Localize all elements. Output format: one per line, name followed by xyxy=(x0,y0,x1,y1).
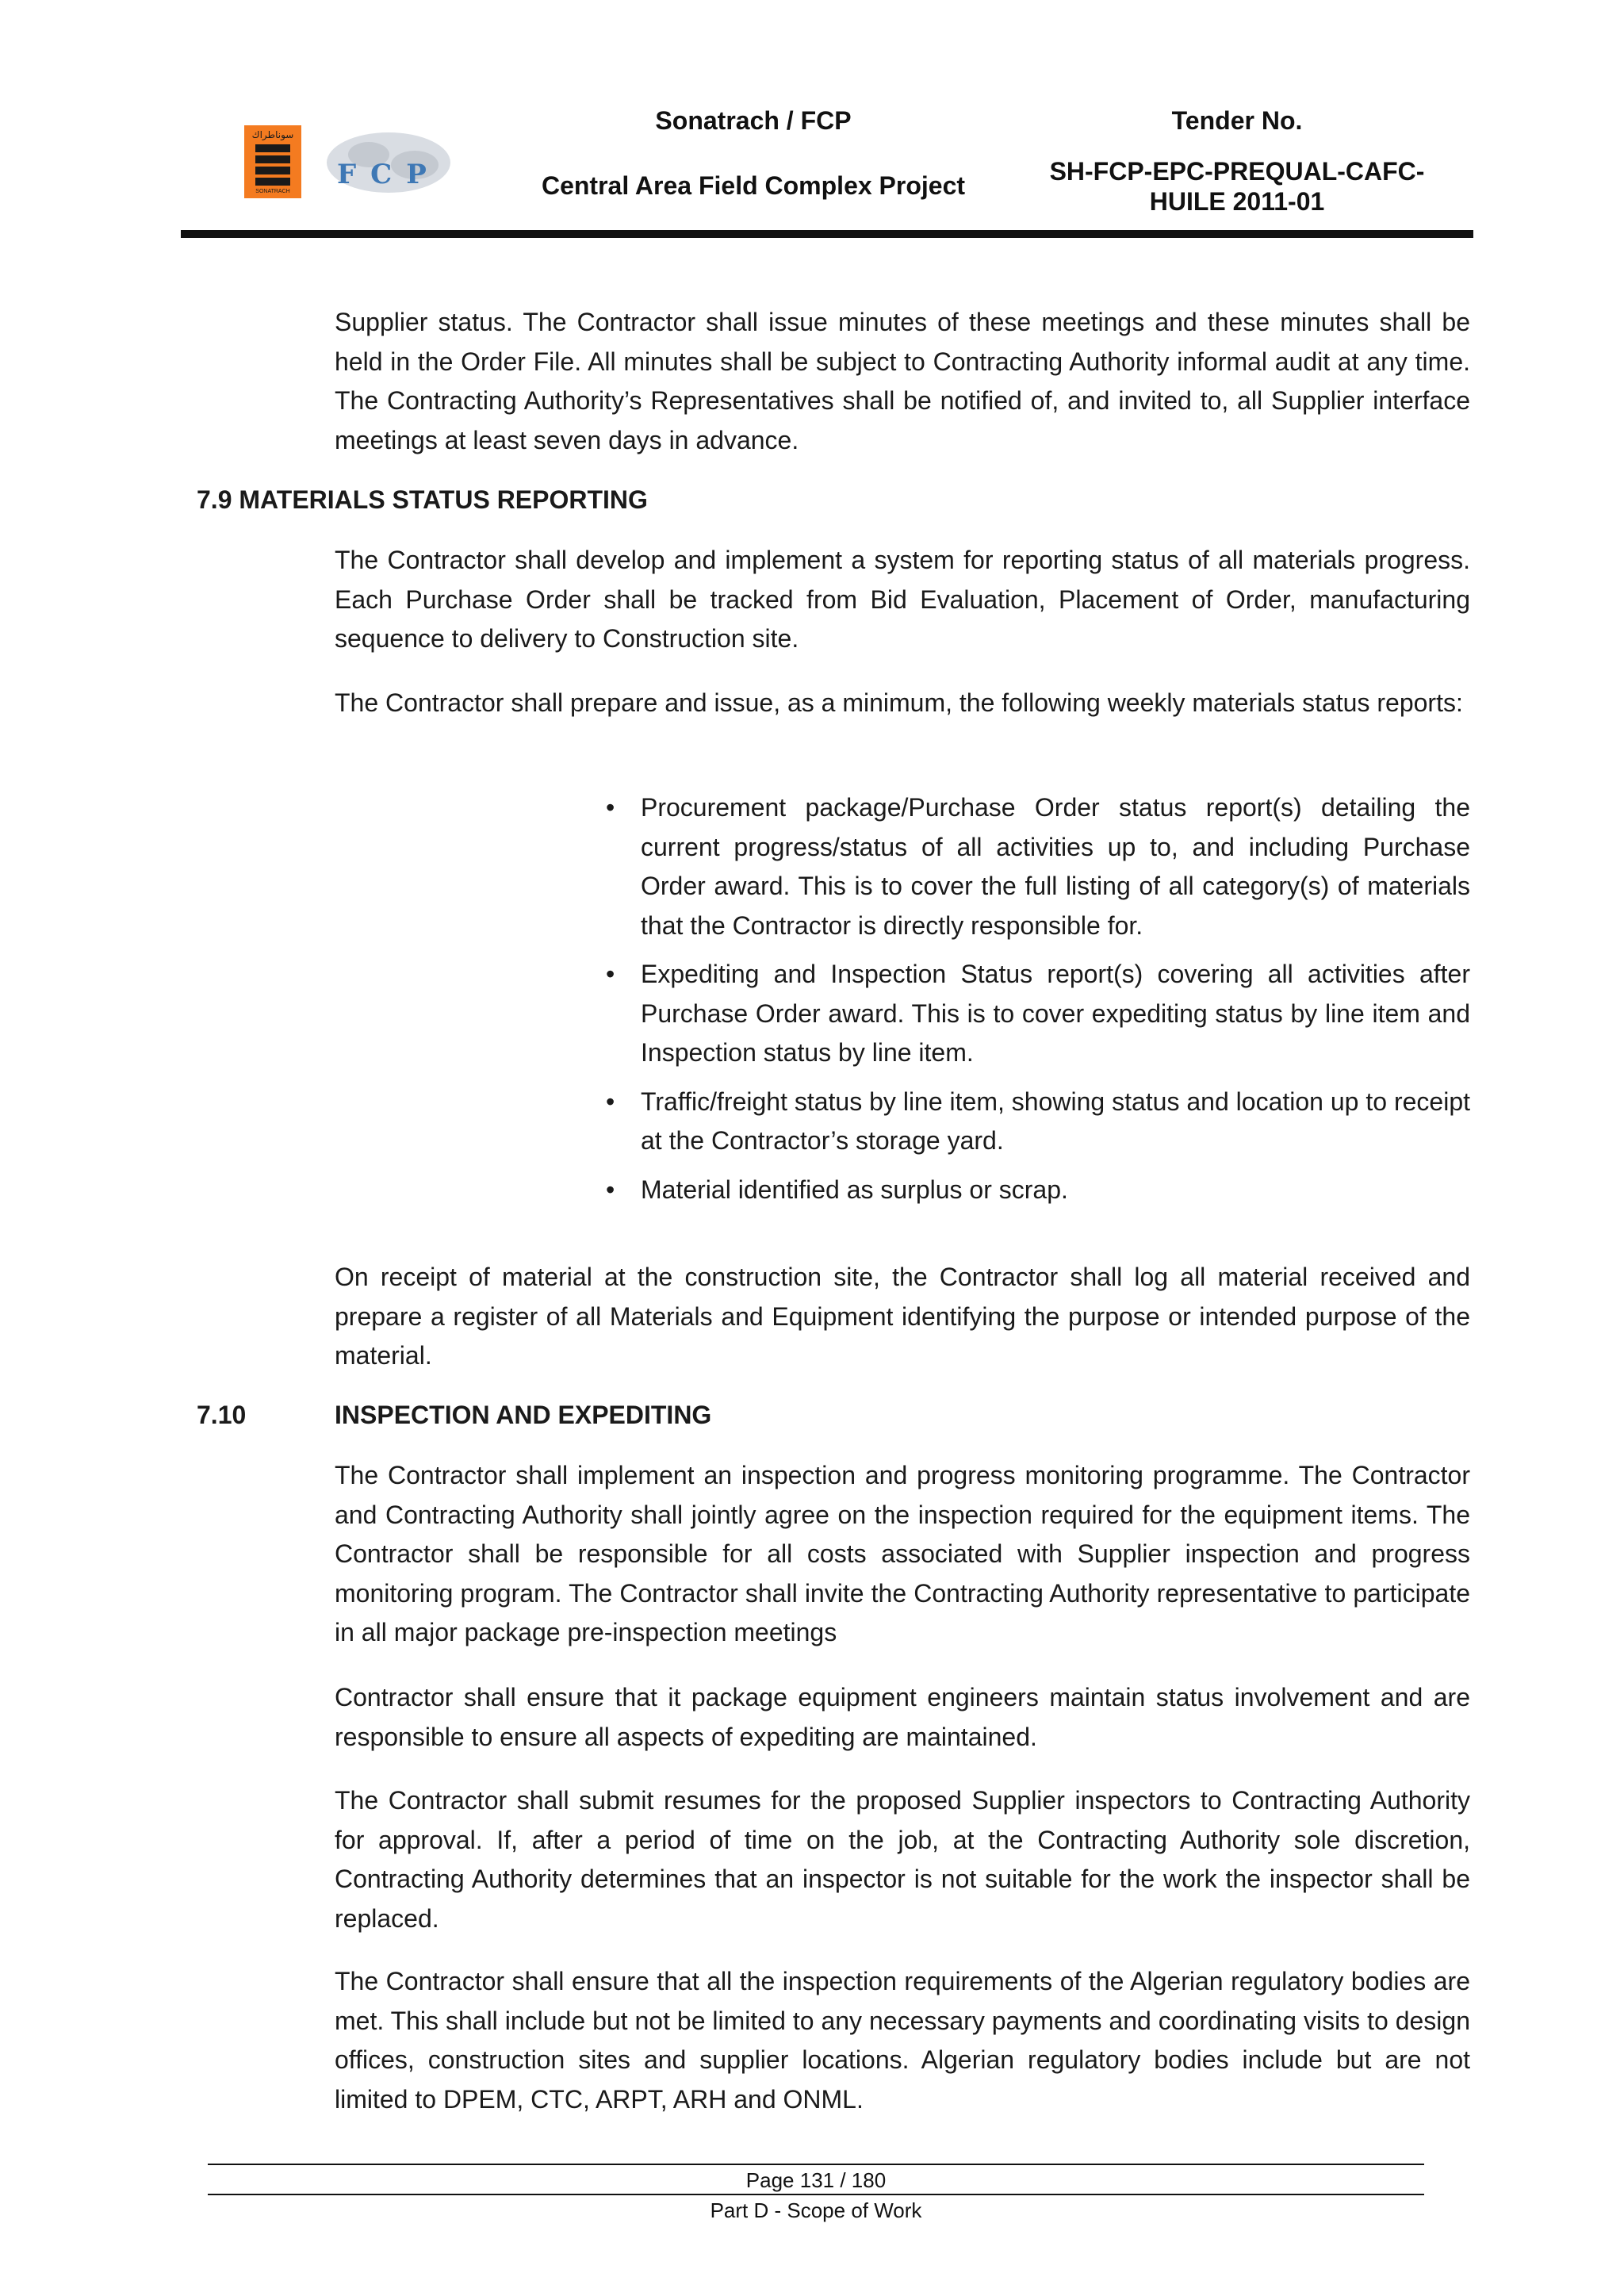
fcp-logo xyxy=(321,127,456,206)
header-tender-label: Tender No. xyxy=(1171,106,1303,135)
section-7-10-para1: The Contractor shall implement an inspection and progress monitoring programme. The Contractor and Contracting Authority shall jointly agree on the inspection required for the equipment items. The Contractor shall be responsible for all costs associated with Supplier inspection and progress monitoring program. The Contractor shall invite the Contracting Authority representative to participate in all major package pre-inspection meetings xyxy=(335,1461,1470,1646)
bullet-icon: • xyxy=(606,1175,615,1204)
header-tender-number-line2: HUILE 2011-01 xyxy=(1149,187,1325,216)
header-company: Sonatrach / FCP xyxy=(655,106,852,135)
bullet-icon: • xyxy=(606,793,615,822)
reports-bullet-list xyxy=(606,788,1470,1219)
footer-rule-bottom xyxy=(208,2194,1424,2195)
header-rule xyxy=(181,230,1473,238)
header-tender-number-line1: SH-FCP-EPC-PREQUAL-CAFC- xyxy=(1049,157,1425,186)
fcp-letter-c: C xyxy=(370,159,407,190)
section-7-10-para3: The Contractor shall submit resumes for the proposed Supplier inspectors to Contracting Authority for approval. If, after a period of time on the job, at the Contracting Authority sole discretion, Contracting Authority determines that an inspector is not suitable for the work the inspector shall be replaced. xyxy=(335,1786,1470,1933)
svg-text:سوناطراك: سوناطراك xyxy=(251,129,294,140)
section-7-10-title: INSPECTION AND EXPEDITING xyxy=(335,1401,712,1429)
bullet-text: Traffic/freight status by line item, showing status and location up to receipt at the Contractor’s storage yard. xyxy=(641,1087,1470,1155)
footer-rule-top xyxy=(208,2164,1424,2165)
sonatrach-logo-text: SONATRACH xyxy=(255,189,290,194)
section-7-10-para2: Contractor shall ensure that it package equipment engineers maintain status involvement and are responsible to ensure all aspects of expediting are maintained. xyxy=(335,1683,1470,1751)
fcp-letter-p: P xyxy=(406,159,441,190)
bullet-icon: • xyxy=(606,1087,615,1116)
footer-part: Part D - Scope of Work xyxy=(710,2198,922,2222)
section-7-9-para3: On receipt of material at the construction site, the Contractor shall log all material received and prepare a register of all Materials and Equipment identifying the purpose or intended purpose of the material. xyxy=(335,1263,1470,1370)
list-item xyxy=(606,1083,1470,1161)
footer-page-number: Page 131 / 180 xyxy=(745,2168,887,2192)
bullet-icon: • xyxy=(606,960,615,988)
bullet-text: Expediting and Inspection Status report(s) covering all activities after Purchase Order award. This is to cover expediting status by line item and Inspection status by line item. xyxy=(641,960,1470,1067)
header-project: Central Area Field Complex Project xyxy=(541,171,966,200)
list-item xyxy=(606,788,1470,945)
section-7-9-para2: The Contractor shall prepare and issue, as a minimum, the following weekly materials status reports: xyxy=(335,688,1463,717)
section-7-9-heading: 7.9 MATERIALS STATUS REPORTING xyxy=(197,485,648,514)
intro-paragraph: Supplier status. The Contractor shall issue minutes of these meetings and these minutes shall be held in the Order File. All minutes shall be subject to Contracting Authority informal audit at any time. The Contracting Authority’s Representatives shall be notified of, and invited to, all Supplier interface meetings at least seven days in advance. xyxy=(335,308,1470,454)
bullet-text: Procurement package/Purchase Order status report(s) detailing the current progress/status of all activities up to, and including Purchase Order award. This is to cover the full listing of all category(s) of materials that the Contractor is directly responsible for. xyxy=(641,793,1470,940)
fcp-letter-f: F xyxy=(337,159,371,190)
section-7-10-para4: The Contractor shall ensure that all the inspection requirements of the Algerian regulatory bodies are met. This shall include but not be limited to any necessary payments and coordinating visits to design offices, construction sites and supplier locations. Algerian regulatory bodies include but are not limited to DPEM, CTC, ARPT, ARH and ONML. xyxy=(335,1967,1470,2114)
sonatrach-logo xyxy=(244,125,301,198)
list-item xyxy=(606,955,1470,1073)
section-7-9-para1: The Contractor shall develop and implement a system for reporting status of all materials progress. Each Purchase Order shall be tracked from Bid Evaluation, Placement of Order, manufacturing sequence to delivery to Construction site. xyxy=(335,546,1470,653)
section-7-10-number: 7.10 xyxy=(197,1401,247,1429)
list-item xyxy=(606,1171,1470,1210)
bullet-text: Material identified as surplus or scrap. xyxy=(641,1175,1068,1204)
